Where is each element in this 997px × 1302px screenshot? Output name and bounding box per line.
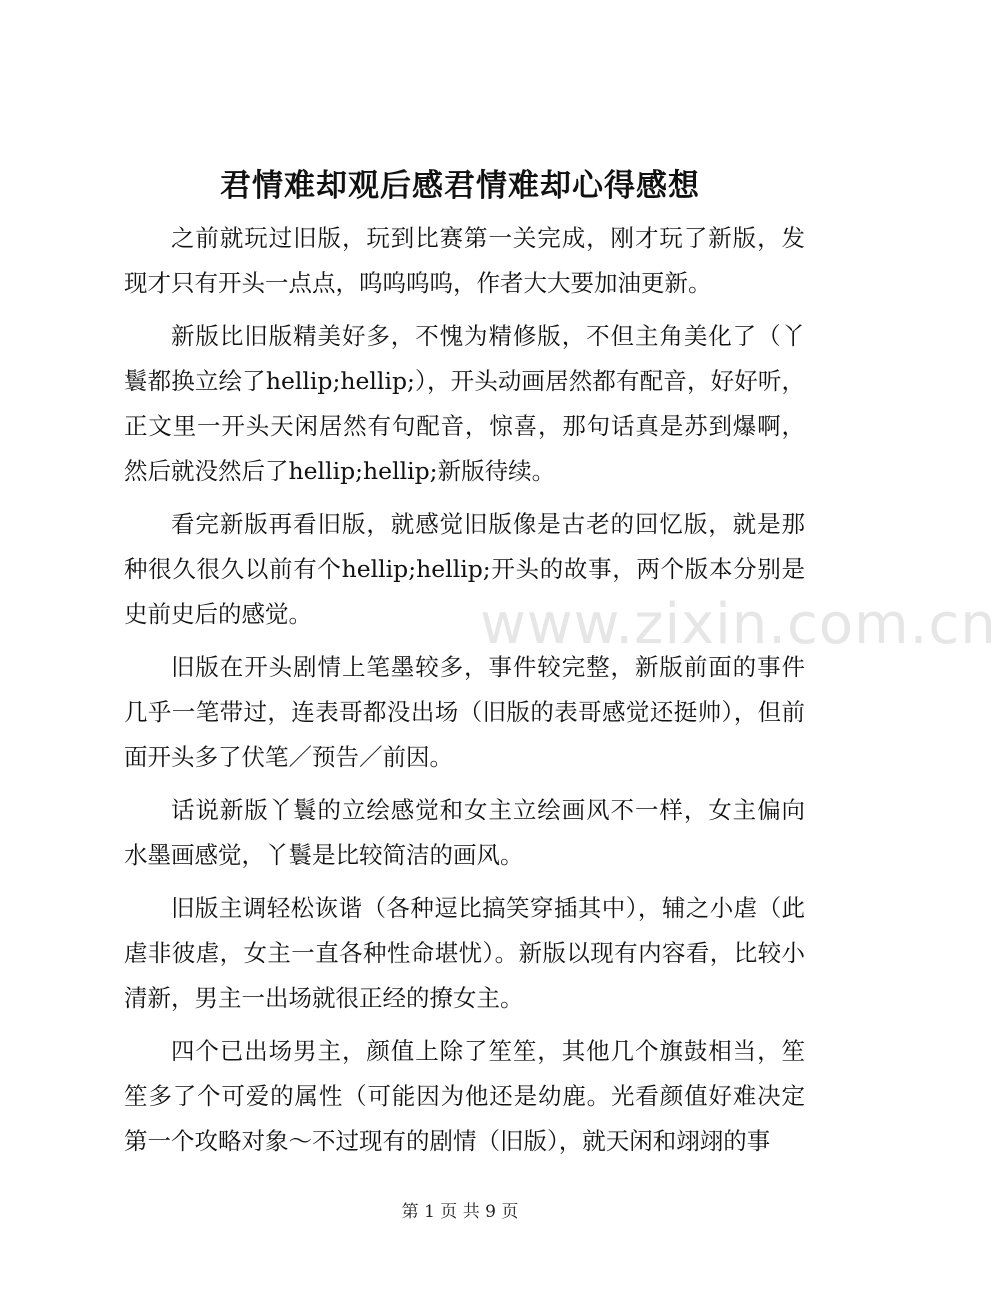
paragraph: 话说新版丫鬟的立绘感觉和女主立绘画风不一样，女主偏向水墨画感觉，丫鬟是比较简洁的画风。 [124, 796, 805, 869]
paragraph: 新版比旧版精美好多，不愧为精修版，不但主角美化了（丫鬟都换立绘了hellip;hellip;），开头动画居然都有配音，好好听，正文里一开头天闲居然有句配音，惊喜，那句话真是苏到爆啊，然后就没然后了hellip;hellip;新版待续。 [124, 322, 805, 485]
document-title: 君情难却观后感君情难却心得感想 [220, 168, 700, 204]
paragraph: 看完新版再看旧版，就感觉旧版像是古老的回忆版，就是那种很久很久以前有个hellip;hellip;开头的故事，两个版本分别是史前史后的感觉。 [124, 510, 805, 628]
paragraph: 旧版在开头剧情上笔墨较多，事件较完整，新版前面的事件几乎一笔带过，连表哥都没出场（旧版的表哥感觉还挺帅），但前面开头多了伏笔／预告／前因。 [124, 653, 805, 771]
paragraph: 之前就玩过旧版，玩到比赛第一关完成，刚才玩了新版，发现才只有开头一点点，呜呜呜呜，作者大大要加油更新。 [124, 224, 805, 297]
watermark: www.zixin.com.cn [480, 592, 997, 657]
paragraph: 四个已出场男主，颜值上除了笙笙，其他几个旗鼓相当，笙笙多了个可爱的属性（可能因为他还是幼鹿。光看颜值好难决定第一个攻略对象～不过现有的剧情（旧版），就天闲和翊翊的事 [124, 1037, 805, 1155]
document-body [124, 216, 805, 1172]
page-footer: 第 1 页 共 9 页 [401, 1202, 519, 1222]
paragraph: 旧版主调轻松诙谐（各种逗比搞笑穿插其中），辅之小虐（此虐非彼虐，女主一直各种性命堪忧）。新版以现有内容看，比较小清新，男主一出场就很正经的撩女主。 [124, 894, 805, 1012]
